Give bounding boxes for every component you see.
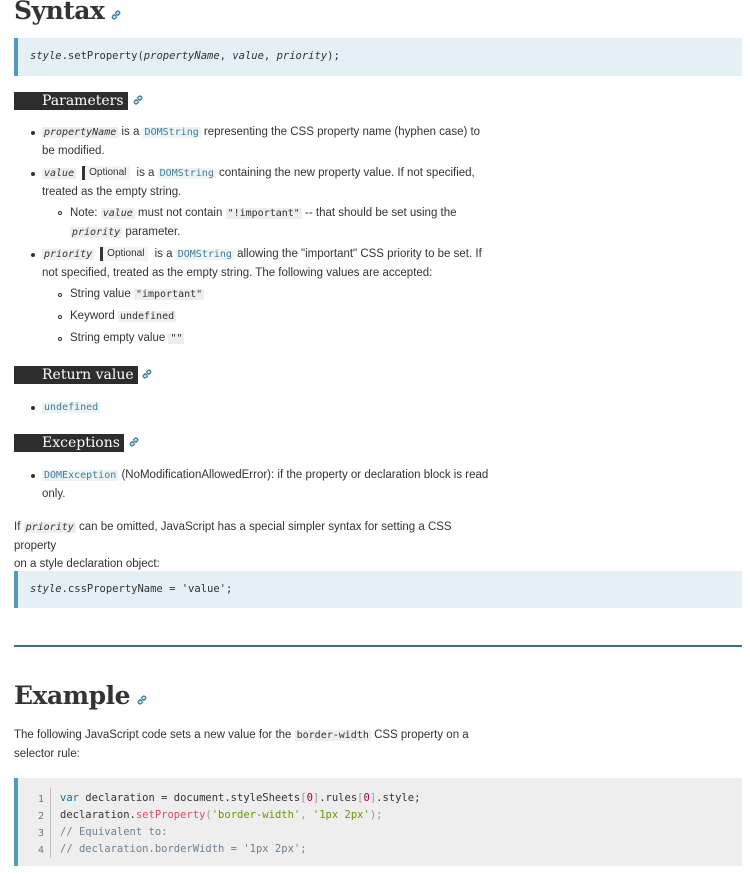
line-number: 4 [37, 845, 44, 856]
code-line-1: var declaration = document.styleSheets[0].rules[0].style; [60, 792, 421, 804]
bullet [31, 406, 35, 410]
param-value: value Optional is a DOMString containing the new property value. If not specified, treated as the empty string. [42, 166, 475, 198]
link-icon[interactable] [141, 368, 153, 383]
domexception-link[interactable]: DOMException [44, 470, 117, 481]
bullet [31, 172, 35, 176]
code-line-4: // declaration.borderWidth = '1px 2px'; [60, 843, 307, 855]
undefined-link[interactable]: undefined [44, 402, 99, 413]
return-value-item [42, 398, 492, 417]
shorthand-paragraph: If priority can be omitted, JavaScript has a special simpler syntax for setting a CSS property on a style declaration object: [14, 521, 452, 570]
example-heading-text: Example [14, 681, 130, 710]
syntax-heading [14, 0, 122, 28]
shorthand-code-line: style.cssPropertyName = 'value'; [30, 583, 233, 595]
syntax-code-block [14, 38, 742, 76]
link-icon[interactable] [136, 682, 148, 714]
example-heading [14, 680, 148, 714]
code-line-3: // Equivalent to: [60, 826, 168, 838]
link-icon[interactable] [132, 94, 144, 109]
shorthand-code-block [14, 571, 742, 608]
exceptions-heading: Exceptions [14, 434, 124, 452]
priority-option-undefined: Keyword undefined [70, 310, 175, 322]
param-name: priority [44, 249, 93, 260]
sub-bullet [58, 337, 62, 341]
domstring-link[interactable]: DOMString [177, 249, 232, 260]
link-icon[interactable] [128, 436, 140, 451]
line-number: 1 [37, 794, 44, 805]
code-line-2: declaration.setProperty('border-width', '1px 2px'); [60, 809, 383, 821]
bullet [31, 131, 35, 135]
param-name: value [44, 168, 75, 179]
link-icon[interactable] [110, 0, 122, 28]
line-number-gutter [18, 788, 51, 858]
param-property-name: propertyName is a DOMString representing the CSS property name (hyphen case) to be modified. [42, 126, 481, 157]
sub-bullet [58, 293, 62, 297]
line-number: 2 [37, 811, 44, 822]
bullet [31, 253, 35, 257]
param-value-note: Note: value must not contain "!important" -- that should be set using the priority parameter. [70, 207, 457, 238]
domstring-link[interactable]: DOMString [159, 168, 214, 179]
sub-bullet [58, 315, 62, 319]
optional-badge: Optional [100, 247, 148, 261]
syntax-heading-text: Syntax [14, 0, 105, 25]
optional-badge: Optional [82, 166, 130, 180]
sub-bullet [58, 211, 62, 215]
param-name: propertyName [44, 127, 117, 138]
priority-option-important: String value "important" [70, 288, 203, 300]
return-value-heading: Return value [14, 366, 138, 384]
section-divider [14, 645, 742, 647]
example-paragraph: The following JavaScript code sets a new value for the border-width CSS property on a selector rule: [14, 729, 469, 760]
param-priority: priority Optional is a DOMString allowing the "important" CSS priority to be set. If not specified, treated as the empty string. The following values are accepted: [42, 247, 482, 279]
bullet [31, 474, 35, 478]
parameters-heading: Parameters [14, 92, 128, 110]
example-code-block [14, 778, 742, 866]
exception-item: DOMException (NoModificationAllowedError): if the property or declaration block is read only. [42, 469, 489, 500]
priority-option-empty: String empty value "" [70, 332, 183, 344]
syntax-code-line: style.setProperty(propertyName, value, priority); [30, 50, 340, 62]
line-number: 3 [37, 828, 44, 839]
domstring-link[interactable]: DOMString [144, 127, 199, 138]
